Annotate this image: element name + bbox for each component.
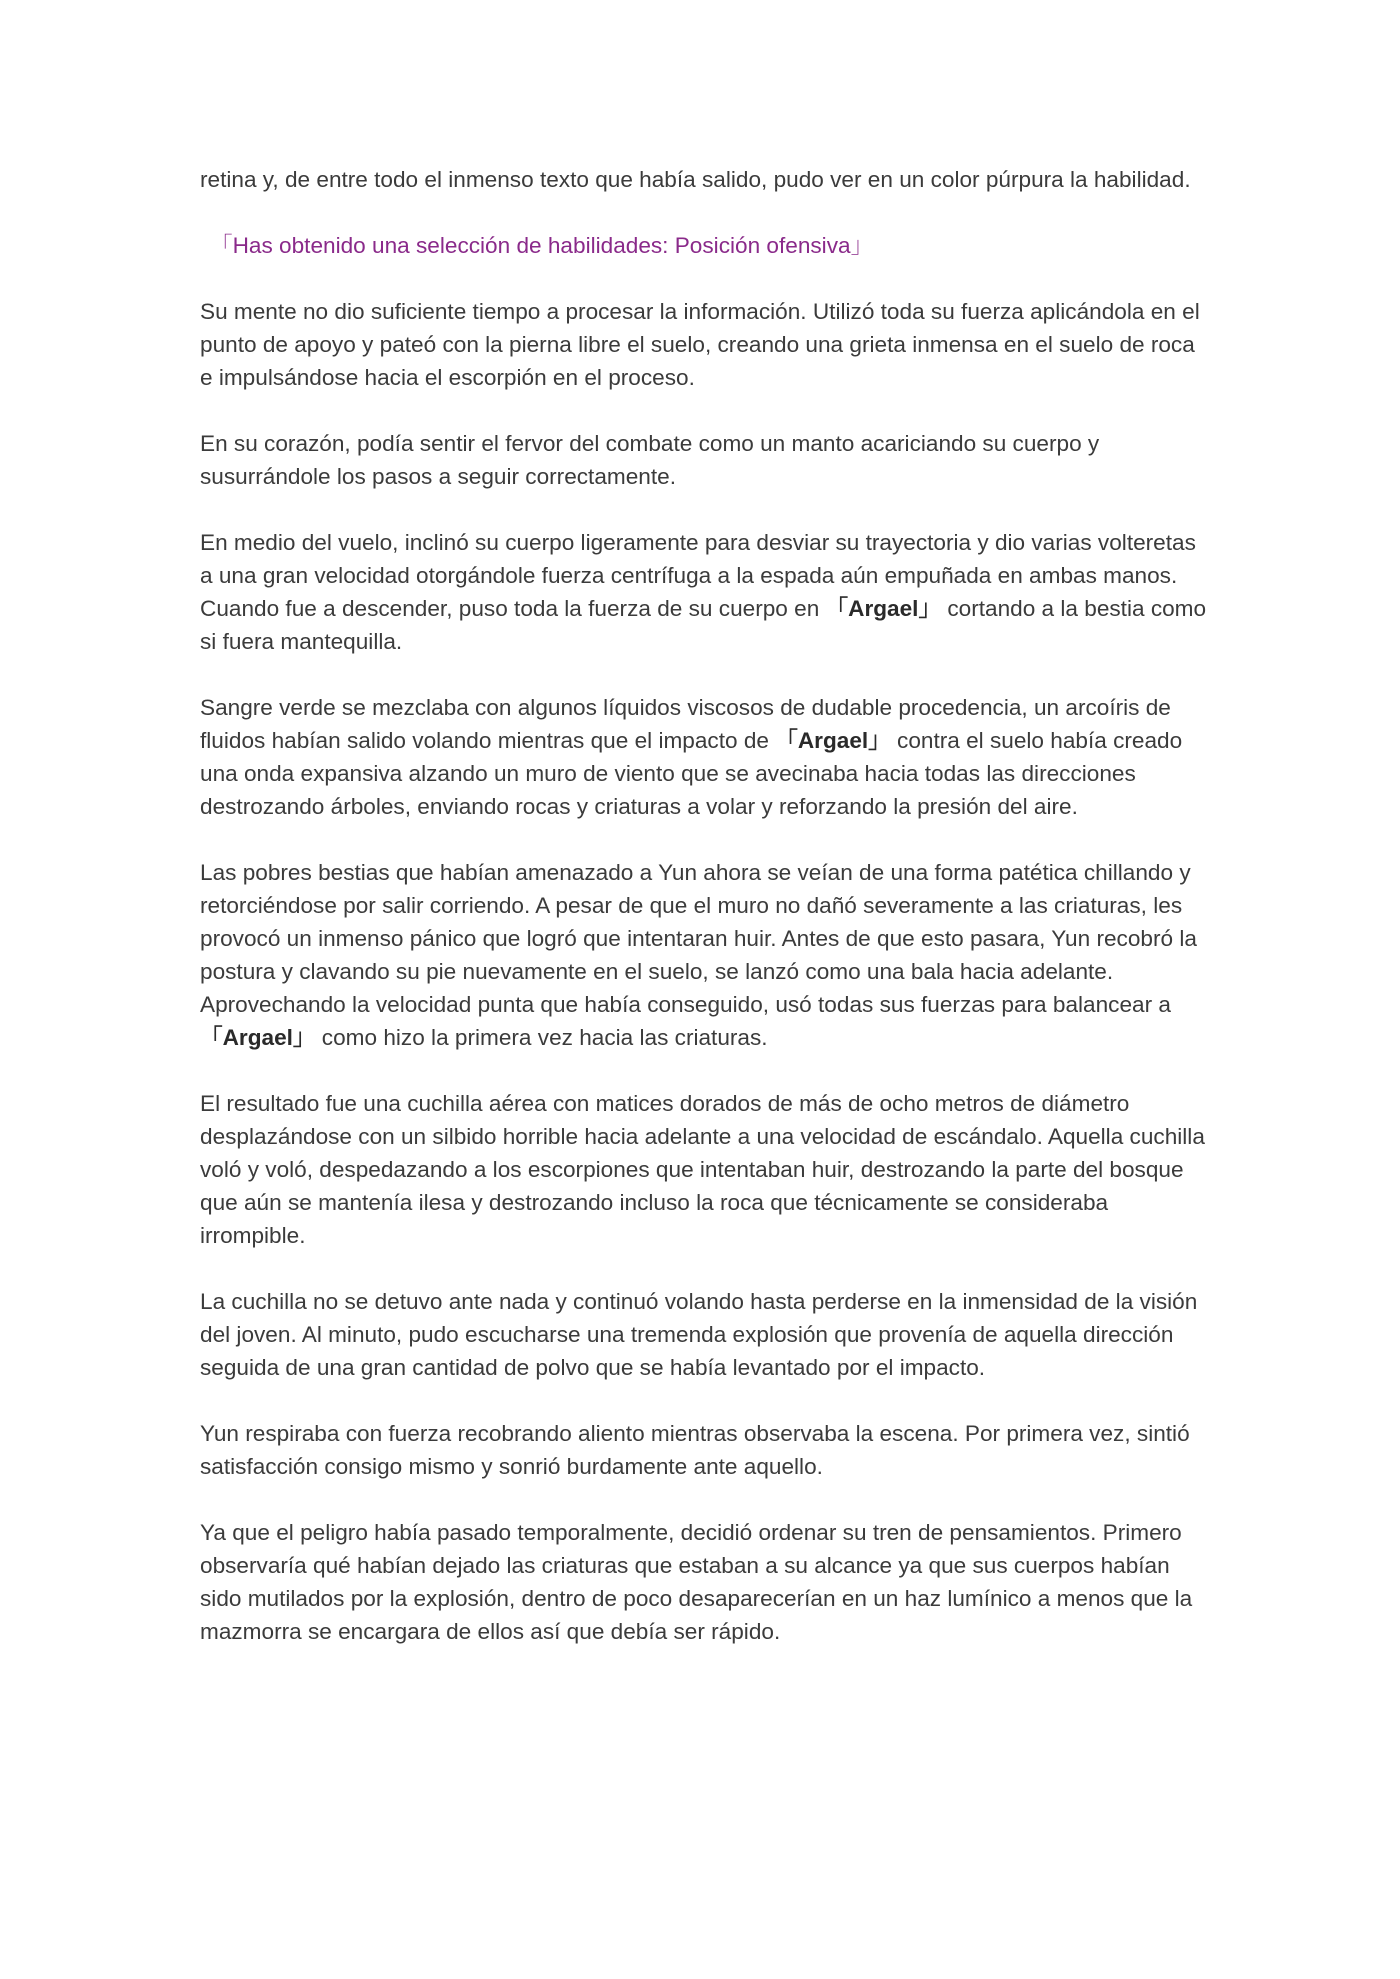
weapon-name: 「Argael」	[825, 596, 942, 621]
skill-notification: 「Has obtenido una selección de habilidades: Posición ofensiva」	[210, 233, 874, 258]
paragraph	[200, 526, 1210, 658]
paragraph: Yun respiraba con fuerza recobrando aliento mientras observaba la escena. Por primera vez, sintió satisfacción consigo mismo y sonrió burdamente ante aquello.	[200, 1421, 1190, 1479]
weapon-name: 「Argael」	[200, 1025, 316, 1050]
paragraph-text: En medio del vuelo, inclinó su cuerpo ligeramente para desviar su trayectoria y dio varias volteretas a una gran velocidad otorgándole fuerza centrífuga a la espada aún empuñada en ambas manos. Cuando fue a descender, puso toda la fuerza de su cuerpo en	[200, 530, 1196, 621]
paragraph-text: Sangre verde se mezclaba con algunos líquidos viscosos de dudable procedencia, un arcoíris de fluidos habían salido volando mientras que el impacto de	[200, 695, 1171, 753]
weapon-name: 「Argael」	[775, 728, 891, 753]
paragraph-text: como hizo la primera vez hacia las criaturas.	[315, 1025, 768, 1050]
paragraph: Su mente no dio suficiente tiempo a procesar la información. Utilizó toda su fuerza aplicándola en el punto de apoyo y pateó con la pierna libre el suelo, creando una grieta inmensa en el suelo de roca e impulsándose hacia el escorpión en el proceso.	[200, 299, 1200, 390]
paragraph: retina y, de entre todo el inmenso texto que había salido, pudo ver en un color púrpura la habilidad.	[200, 167, 1191, 192]
paragraph-text: cortando a la bestia como si fuera mantequilla.	[200, 596, 1207, 654]
paragraph	[200, 691, 1210, 823]
paragraph: El resultado fue una cuchilla aérea con matices dorados de más de ocho metros de diámetro desplazándose con un silbido horrible hacia adelante a una velocidad de escándalo. Aquella cuchilla voló y voló, despedazando a los escorpiones que intentaban huir, destrozando la parte del bosque que aún se mantenía ilesa y destrozando incluso la roca que técnicamente se consideraba irrompible.	[200, 1091, 1205, 1248]
paragraph-text: Las pobres bestias que habían amenazado a Yun ahora se veían de una forma patética chillando y retorciéndose por salir corriendo. A pesar de que el muro no dañó severamente a las criaturas, les provocó un inmenso pánico que logró que intentaran huir. Antes de que esto pasara, Yun recobró la postura y clavando su pie nuevamente en el suelo, se lanzó como una bala hacia adelante. Aprovechando la velocidad punta que había conseguido, usó todas sus fuerzas para balancear a	[200, 860, 1197, 1017]
paragraph-text: contra el suelo había creado una onda expansiva alzando un muro de viento que se avecinaba hacia todas las direcciones destrozando árboles, enviando rocas y criaturas a volar y reforzando la presión del aire.	[200, 728, 1183, 819]
paragraph: En su corazón, podía sentir el fervor del combate como un manto acariciando su cuerpo y susurrándole los pasos a seguir correctamente.	[200, 431, 1100, 489]
paragraph: Ya que el peligro había pasado temporalmente, decidió ordenar su tren de pensamientos. Primero observaría qué habían dejado las criaturas que estaban a su alcance ya que sus cuerpos habían sido mutilados por la explosión, dentro de poco desaparecerían en un haz lumínico a menos que la mazmorra se encargara de ellos así que debía ser rápido.	[200, 1520, 1193, 1644]
paragraph	[200, 856, 1210, 1054]
document-body	[200, 163, 1210, 1681]
paragraph: La cuchilla no se detuvo ante nada y continuó volando hasta perderse en la inmensidad de la visión del joven. Al minuto, pudo escucharse una tremenda explosión que provenía de aquella dirección seguida de una gran cantidad de polvo que se había levantado por el impacto.	[200, 1289, 1198, 1380]
